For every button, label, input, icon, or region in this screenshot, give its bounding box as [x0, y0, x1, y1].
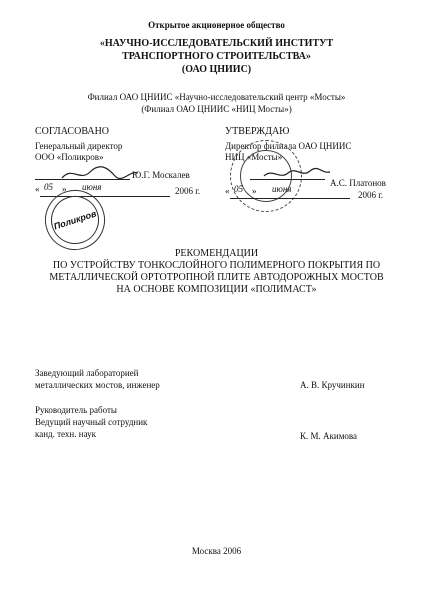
agreed-company-stamp: [37, 182, 113, 258]
approved-heading: УТВЕРЖДАЮ: [225, 126, 290, 137]
doc-title-line4: НА ОСНОВЕ КОМПОЗИЦИИ «ПОЛИМАСТ»: [116, 284, 317, 295]
signatory-1-role-line2: металлических мостов, инженер: [35, 380, 160, 390]
signatory-2-role-line2: Ведущий научный сотрудник: [35, 417, 148, 427]
agreed-organization: ООО «Поликров»: [35, 152, 104, 162]
agreed-heading: СОГЛАСОВАНО: [35, 126, 110, 137]
agreed-date-close-quote: »: [62, 184, 67, 194]
agreed-date-open-quote: «: [35, 184, 40, 194]
approved-position: Директор филиала ОАО ЦНИИС: [225, 141, 352, 151]
institute-abbreviation: (ОАО ЦНИИС): [181, 64, 252, 75]
place-and-year: Москва 2006: [191, 546, 242, 556]
doc-title-line1: РЕКОМЕНДАЦИИ: [174, 248, 259, 259]
approved-signer-name: А.С. Платонов: [330, 178, 386, 188]
approved-date-open-quote: «: [225, 186, 230, 196]
signatory-2-name: К. М. Акимова: [300, 431, 358, 441]
agreed-year: 2006 г.: [175, 186, 201, 196]
approved-date-close-quote: »: [252, 186, 257, 196]
doc-title-line2: ПО УСТРОЙСТВУ ТОНКОСЛОЙНОГО ПОЛИМЕРНОГО ПОКРЫТИЯ ПО: [52, 260, 381, 271]
institute-name-line1: «НАУЧНО-ИССЛЕДОВАТЕЛЬСКИЙ ИНСТИТУТ: [99, 38, 334, 49]
agreed-position: Генеральный директор: [35, 141, 123, 151]
branch-name-line1: Филиал ОАО ЦНИИС «Научно-исследовательский центр «Мосты»: [87, 92, 346, 102]
signatory-2-role-line1: Руководитель работы: [35, 405, 117, 415]
approved-date-day: 05: [234, 184, 243, 194]
branch-name-line2: (Филиал ОАО ЦНИИС «НИЦ Мосты»): [141, 104, 292, 114]
approved-date-line: [230, 197, 350, 199]
signatory-2-role-line3: канд. техн. наук: [35, 429, 96, 439]
agreed-signature-scribble: [60, 164, 140, 184]
signatory-1-role-line1: Заведующий лабораторией: [35, 368, 139, 378]
approved-signature-scribble: [262, 164, 332, 184]
agreed-signer-name: Ю.Г. Москалев: [132, 170, 190, 180]
institute-name-line2: ТРАНСПОРТНОГО СТРОИТЕЛЬСТВА»: [122, 51, 311, 62]
signatory-1-name: А. В. Кручинкин: [300, 380, 365, 390]
approved-year: 2006 г.: [358, 190, 384, 200]
approved-organization: НИЦ «Мосты»: [225, 152, 283, 162]
agreed-date-day: 05: [44, 182, 53, 192]
approved-date-month: июня: [272, 184, 292, 194]
org-type: Открытое акционерное общество: [148, 20, 285, 30]
agreed-stamp-text: Поликров: [45, 190, 105, 250]
doc-title-line3: МЕТАЛЛИЧЕСКОЙ ОРТОТРОПНОЙ ПЛИТЕ АВТОДОРОЖНЫХ МОСТОВ: [49, 272, 384, 283]
agreed-date-month: июня: [82, 182, 102, 192]
